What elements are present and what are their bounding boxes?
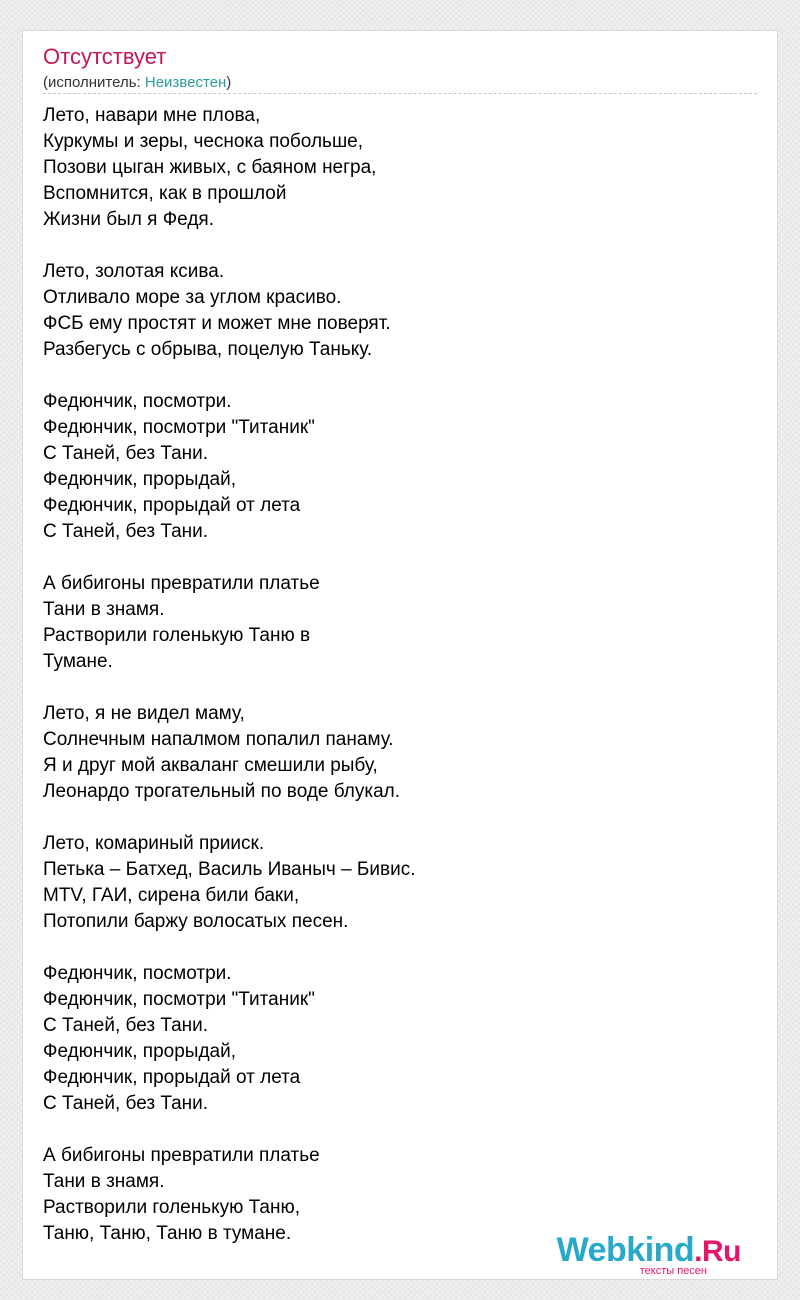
song-title: Отсутствует [43,44,167,69]
lyrics-text: Лето, навари мне плова, Куркумы и зеры, чеснока побольше, Позови цыган живых, с баяном негра, Вспомнится, как в прошлой Жизни был я Федя. Лето, золотая ксива. Отливало море за углом красиво. ФСБ ему простят и может мне поверят. Разбегусь с обрыва, поцелую Таньку. Федюнчик, посмотри. Федюнчик, посмотри "Титаник" С Таней, без Тани. Федюнчик, прорыдай, Федюнчик, прорыдай от лета С Таней, без Тани. А бибигоны превратили платье Тани в знамя. Растворили голенькую Таню в Тумане. Лето, я не видел маму, Солнечным напалмом попалил панаму. Я и друг мой акваланг смешили рыбу, Леонардо трогательный по воде блукал. Лето, комариный прииск. Петька – Батхед, Василь Иваныч – Бивис. MTV, ГАИ, сирена били баки, Потопили баржу волосатых песен. Федюнчик, посмотри. Федюнчик, посмотри "Титаник" С Таней, без Тани. Федюнчик, прорыдай, Федюнчик, прорыдай от лета С Таней, без Тани. А бибигоны превратили платье Тани в знамя. Растворили голенькую Таню, Таню, Таню, Таню в тумане. [43,105,416,1244]
webkind-logo[interactable] [527,1231,747,1275]
logo-tld-text: .Ru [694,1235,741,1268]
logo-main-text: Webkind [556,1231,695,1269]
title-separator [43,93,757,94]
artist-prefix: (исполнитель: [43,74,145,91]
logo-tagline: тексты песен [639,1265,707,1277]
artist-line [43,73,231,93]
artist-suffix: ) [226,74,232,91]
artist-link[interactable]: Неизвестен [144,74,227,91]
lyrics-card [22,30,778,1280]
